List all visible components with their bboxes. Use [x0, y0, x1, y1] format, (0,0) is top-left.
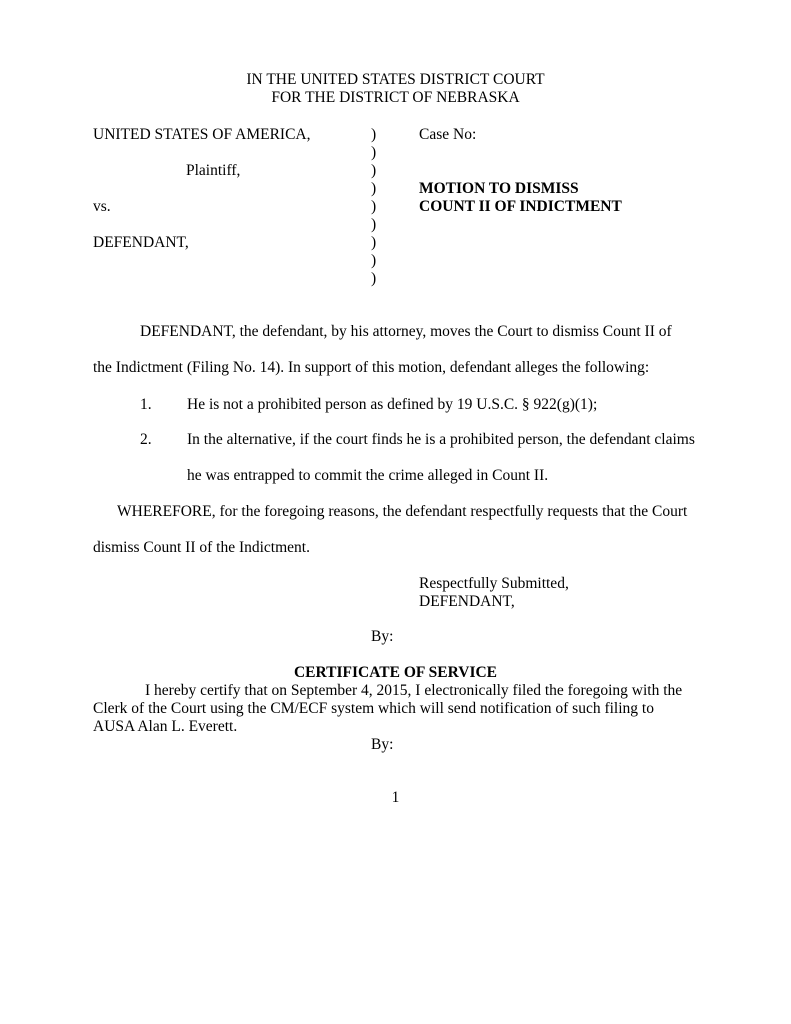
versus-label: vs. — [93, 198, 111, 215]
list-item-text: In the alternative, if the court finds he is a prohibited person, the defendant claims — [187, 431, 695, 448]
caption-paren: ) — [371, 126, 377, 143]
motion-title-line1: MOTION TO DISMISS — [419, 180, 579, 197]
case-number-label: Case No: — [419, 126, 477, 143]
plaintiff-role: Plaintiff, — [186, 162, 241, 179]
caption-paren: ) — [371, 198, 377, 215]
certificate-text-line1: I hereby certify that on September 4, 2015, I electronically filed the foregoing with the — [145, 682, 683, 699]
list-item-number: 1. — [140, 396, 152, 413]
defendant-party: DEFENDANT, — [93, 234, 189, 251]
list-item-text-continued: he was entrapped to commit the crime alleged in Count II. — [187, 467, 549, 484]
intro-paragraph-line1: DEFENDANT, the defendant, by his attorney, moves the Court to dismiss Count II of — [140, 323, 672, 340]
intro-paragraph-line2: the Indictment (Filing No. 14). In support of this motion, defendant alleges the following: — [93, 359, 650, 376]
caption-paren: ) — [371, 216, 377, 233]
certificate-by-label: By: — [371, 736, 394, 753]
caption-divider — [371, 126, 376, 288]
wherefore-line2: dismiss Count II of the Indictment. — [93, 539, 310, 556]
list-item-text: He is not a prohibited person as defined by 19 U.S.C. § 922(g)(1); — [187, 396, 598, 413]
court-district: FOR THE DISTRICT OF NEBRASKA — [271, 89, 520, 106]
certificate-heading: CERTIFICATE OF SERVICE — [293, 664, 498, 681]
caption-paren: ) — [371, 270, 377, 287]
list-item-number: 2. — [140, 431, 152, 448]
certificate-text-line2: Clerk of the Court using the CM/ECF system which will send notification of such filing to — [93, 700, 654, 717]
caption-paren: ) — [371, 144, 377, 161]
signature-party: DEFENDANT, — [419, 593, 515, 610]
certificate-text-line3: AUSA Alan L. Everett. — [93, 718, 238, 735]
caption-paren: ) — [371, 180, 377, 197]
motion-title-line2: COUNT II OF INDICTMENT — [419, 198, 622, 215]
court-header — [0, 71, 791, 107]
court-name: IN THE UNITED STATES DISTRICT COURT — [246, 71, 545, 88]
page-number: 1 — [391, 789, 400, 806]
signature-closing: Respectfully Submitted, — [419, 575, 569, 592]
caption-paren: ) — [371, 234, 377, 251]
plaintiff-party: UNITED STATES OF AMERICA, — [93, 126, 311, 143]
caption-paren: ) — [371, 252, 377, 269]
caption-paren: ) — [371, 162, 377, 179]
wherefore-line1: WHEREFORE, for the foregoing reasons, the defendant respectfully requests that the Court — [117, 503, 688, 520]
signature-by-label: By: — [371, 628, 394, 645]
